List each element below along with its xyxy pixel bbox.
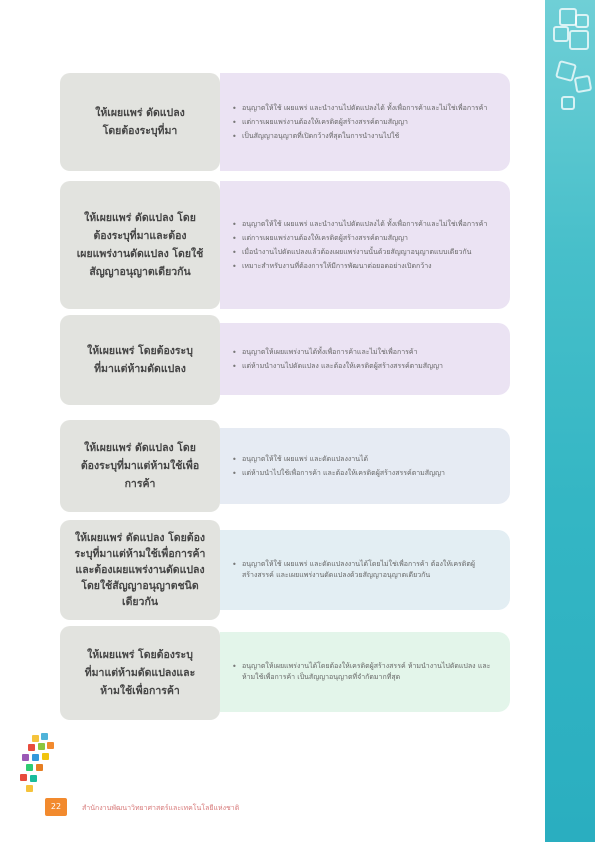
footer-publisher: สำนักงานพัฒนาวิทยาศาสตร์และเทคโนโลยีแห่งชาติ (82, 804, 240, 812)
license-name-box (60, 315, 220, 405)
license-name-box (60, 181, 220, 309)
colorful-blocks-decoration (18, 733, 73, 803)
license-description (220, 323, 510, 395)
description-item: • อนุญาตให้ใช้ เผยแพร่ และนำงานไปดัดแปลงได้ ทั้งเพื่อการค้าและไม่ใช่เพื่อการค้า (242, 219, 496, 230)
license-name-box (60, 73, 220, 171)
license-row (60, 420, 510, 512)
description-item: • แต่การเผยแพร่งานต้องให้เครดิตผู้สร้างสรรค์ตามสัญญา (242, 117, 496, 128)
license-description (220, 428, 510, 504)
license-description (220, 181, 510, 309)
description-item: • เมื่อนำงานไปดัดแปลงแล้วต้องเผยแพร่งานนั้นด้วยสัญญาอนุญาตแบบเดียวกัน (242, 247, 496, 258)
license-description (220, 530, 510, 610)
description-item: • อนุญาตให้ใช้ เผยแพร่ และดัดแปลงงานได้ (242, 454, 496, 465)
description-item: • อนุญาตให้เผยแพร่งานได้ทั้งเพื่อการค้าและไม่ใช่เพื่อการค้า (242, 347, 496, 358)
description-item: • แต่ห้ามนำงานไปดัดแปลง และต้องให้เครดิตผู้สร้างสรรค์ตามสัญญา (242, 361, 496, 372)
license-name: ให้เผยแพร่ โดยต้องระบุ ที่มาแต่ห้ามดัดแปลงและ ห้ามใช้เพื่อการค้า (84, 649, 196, 697)
license-row (60, 626, 510, 720)
license-row (60, 73, 510, 171)
description-item: • อนุญาตให้ใช้ เผยแพร่ และนำงานไปดัดแปลงได้ ทั้งเพื่อการค้าและไม่ใช่เพื่อการค้า (242, 103, 496, 114)
license-row (60, 315, 510, 405)
license-name: ให้เผยแพร่ โดยต้องระบุ ที่มาแต่ห้ามดัดแปลง (87, 345, 193, 375)
license-row (60, 181, 510, 309)
license-name-box (60, 420, 220, 512)
license-row (60, 520, 510, 620)
license-description (220, 632, 510, 712)
description-item: • เป็นสัญญาอนุญาตที่เปิดกว้างที่สุดในการนำงานไปใช้ (242, 131, 496, 142)
description-item: • เหมาะสำหรับงานที่ต้องการให้มีการพัฒนาต่อยอดอย่างเปิดกว้าง (242, 261, 496, 272)
description-item: • อนุญาตให้เผยแพร่งานได้โดยต้องให้เครดิตผู้สร้างสรรค์ ห้ามนำงานไปดัดแปลง และห้ามใช้เพื่อการค้า เป็นสัญญาอนุญาตที่จำกัดมากที่สุด (242, 661, 496, 683)
page-number: 22 (45, 798, 67, 816)
page-sidebar (545, 0, 595, 842)
description-item: • แต่การเผยแพร่งานต้องให้เครดิตผู้สร้างสรรค์ตามสัญญา (242, 233, 496, 244)
license-name: ให้เผยแพร่ ดัดแปลง โดย ต้องระบุที่มาและต้อง เผยแพร่งานดัดแปลง โดยใช้ สัญญาอนุญาตเดียวกัน (76, 212, 204, 278)
description-item: • อนุญาตให้ใช้ เผยแพร่ และดัดแปลงงานได้โดยไม่ใช่เพื่อการค้า ต้องให้เครดิตผู้สร้างสรรค์ และเผยแพร่งานดัดแปลงด้วยสัญญาอนุญาตเดียวกัน (242, 559, 496, 581)
license-name: ให้เผยแพร่ ดัดแปลง โดย ต้องระบุที่มาแต่ห้ามใช้เพื่อ การค้า (80, 442, 200, 490)
license-name: ให้เผยแพร่ ดัดแปลง โดยต้อง ระบุที่มาแต่ห้ามใช้เพื่อการค้า และต้องเผยแพร่งานดัดแปลง โดยใช้สัญญาอนุญาตชนิด เดียวกัน (74, 532, 206, 608)
license-name: ให้เผยแพร่ ดัดแปลง โดยต้องระบุที่มา (95, 107, 185, 137)
sidebar-decoration (545, 0, 595, 120)
license-name-box (60, 626, 220, 720)
license-description (220, 73, 510, 171)
description-item: • แต่ห้ามนำไปใช้เพื่อการค้า และต้องให้เครดิตผู้สร้างสรรค์ตามสัญญา (242, 468, 496, 479)
license-name-box (60, 520, 220, 620)
